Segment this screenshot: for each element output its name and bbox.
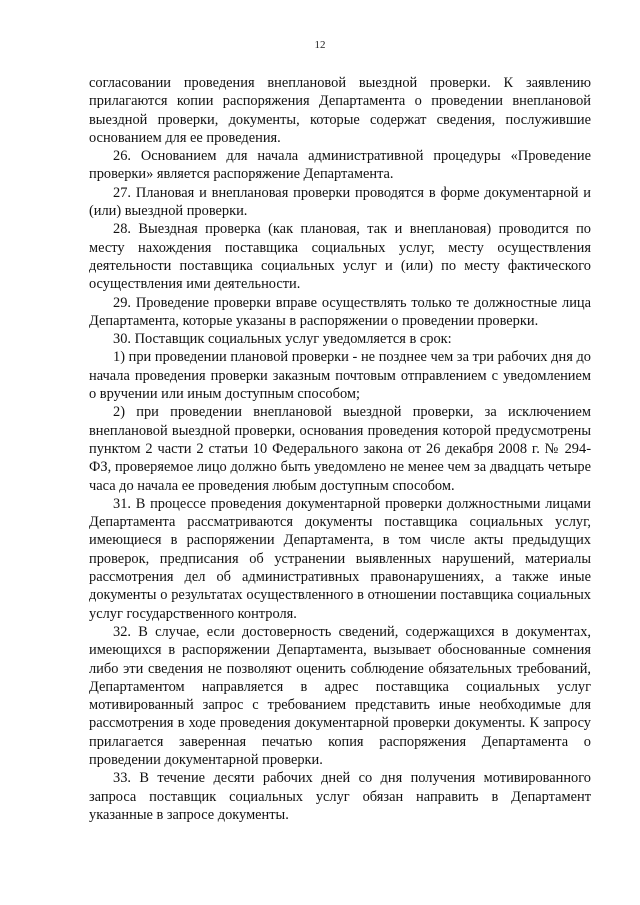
paragraph-31: 31. В процессе проведения документарной проверки должностными лицами Департамента рассматриваются документы поставщика социальных услуг, имеющиеся в распоряжении Департамента, в том числе акты предыдущих проверок, предписания об устранении выявленных нарушений, материалы рассмотрения дел об административных правонарушениях, а также иные документы о результатах осуществленного в отношении поставщика социальных услуг государственного контроля. — [89, 495, 591, 622]
paragraph-30-item-2: 2) при проведении внеплановой выездной проверки, за исключением внеплановой выездной проверки, основания проведения которой предусмотрены пунктом 2 части 2 статьи 10 Федерального закона от 26 декабря 2008 г. № 294-ФЗ, проверяемое лицо должно быть уведомлено не менее чем за двадцать четыре часа до начала ее проведения любым доступным способом. — [89, 404, 591, 494]
paragraph-27: 27. Плановая и внеплановая проверки проводятся в форме документарной и (или) выездной проверки. — [89, 184, 591, 220]
paragraph-continuation: согласовании проведения внеплановой выездной проверки. К заявлению прилагаются копии распоряжения Департамента о проведении внеплановой выездной проверки, документы, которые содержат сведения, послужившие основанием для ее проведения. — [89, 75, 591, 146]
paragraph-28: 28. Выездная проверка (как плановая, так и внеплановая) проводится по месту нахождения поставщика социальных услуг, месту осуществления деятельности поставщика социальных услуг и (или) по месту фактического осуществления ими деятельности. — [89, 221, 591, 293]
document-body — [89, 74, 591, 824]
paragraph-30: 30. Поставщик социальных услуг уведомляется в срок: — [113, 331, 452, 348]
paragraph-30-item-1: 1) при проведении плановой проверки - не позднее чем за три рабочих дня до начала проведения проверки заказным почтовым отправлением с уведомлением о вручении или иным доступным способом; — [89, 349, 591, 403]
paragraph-33: 33. В течение десяти рабочих дней со дня получения мотивированного запроса поставщик социальных услуг обязан направить в Департамент указанные в запросе документы. — [89, 770, 591, 823]
paragraph-32: 32. В случае, если достоверность сведений, содержащихся в документах, имеющихся в распоряжении Департамента, вызывает обоснованные сомнения либо эти сведения не позволяют оценить соблюдение обязательных требований, Департаментом направляется в адрес поставщика социальных услуг мотивированный запрос с требованием представить иные необходимые для рассмотрения в ходе проведения документарной проверки документы. К запросу прилагается заверенная печатью копия распоряжения Департамента о проведении документарной проверки. — [89, 623, 591, 768]
paragraph-26: 26. Основанием для начала административной процедуры «Проведение проверки» является распоряжение Департамента. — [89, 148, 591, 183]
page-number: 12 — [314, 39, 326, 51]
paragraph-29: 29. Проведение проверки вправе осуществлять только те должностные лица Департамента, которые указаны в распоряжении о проведении проверки. — [89, 294, 591, 329]
